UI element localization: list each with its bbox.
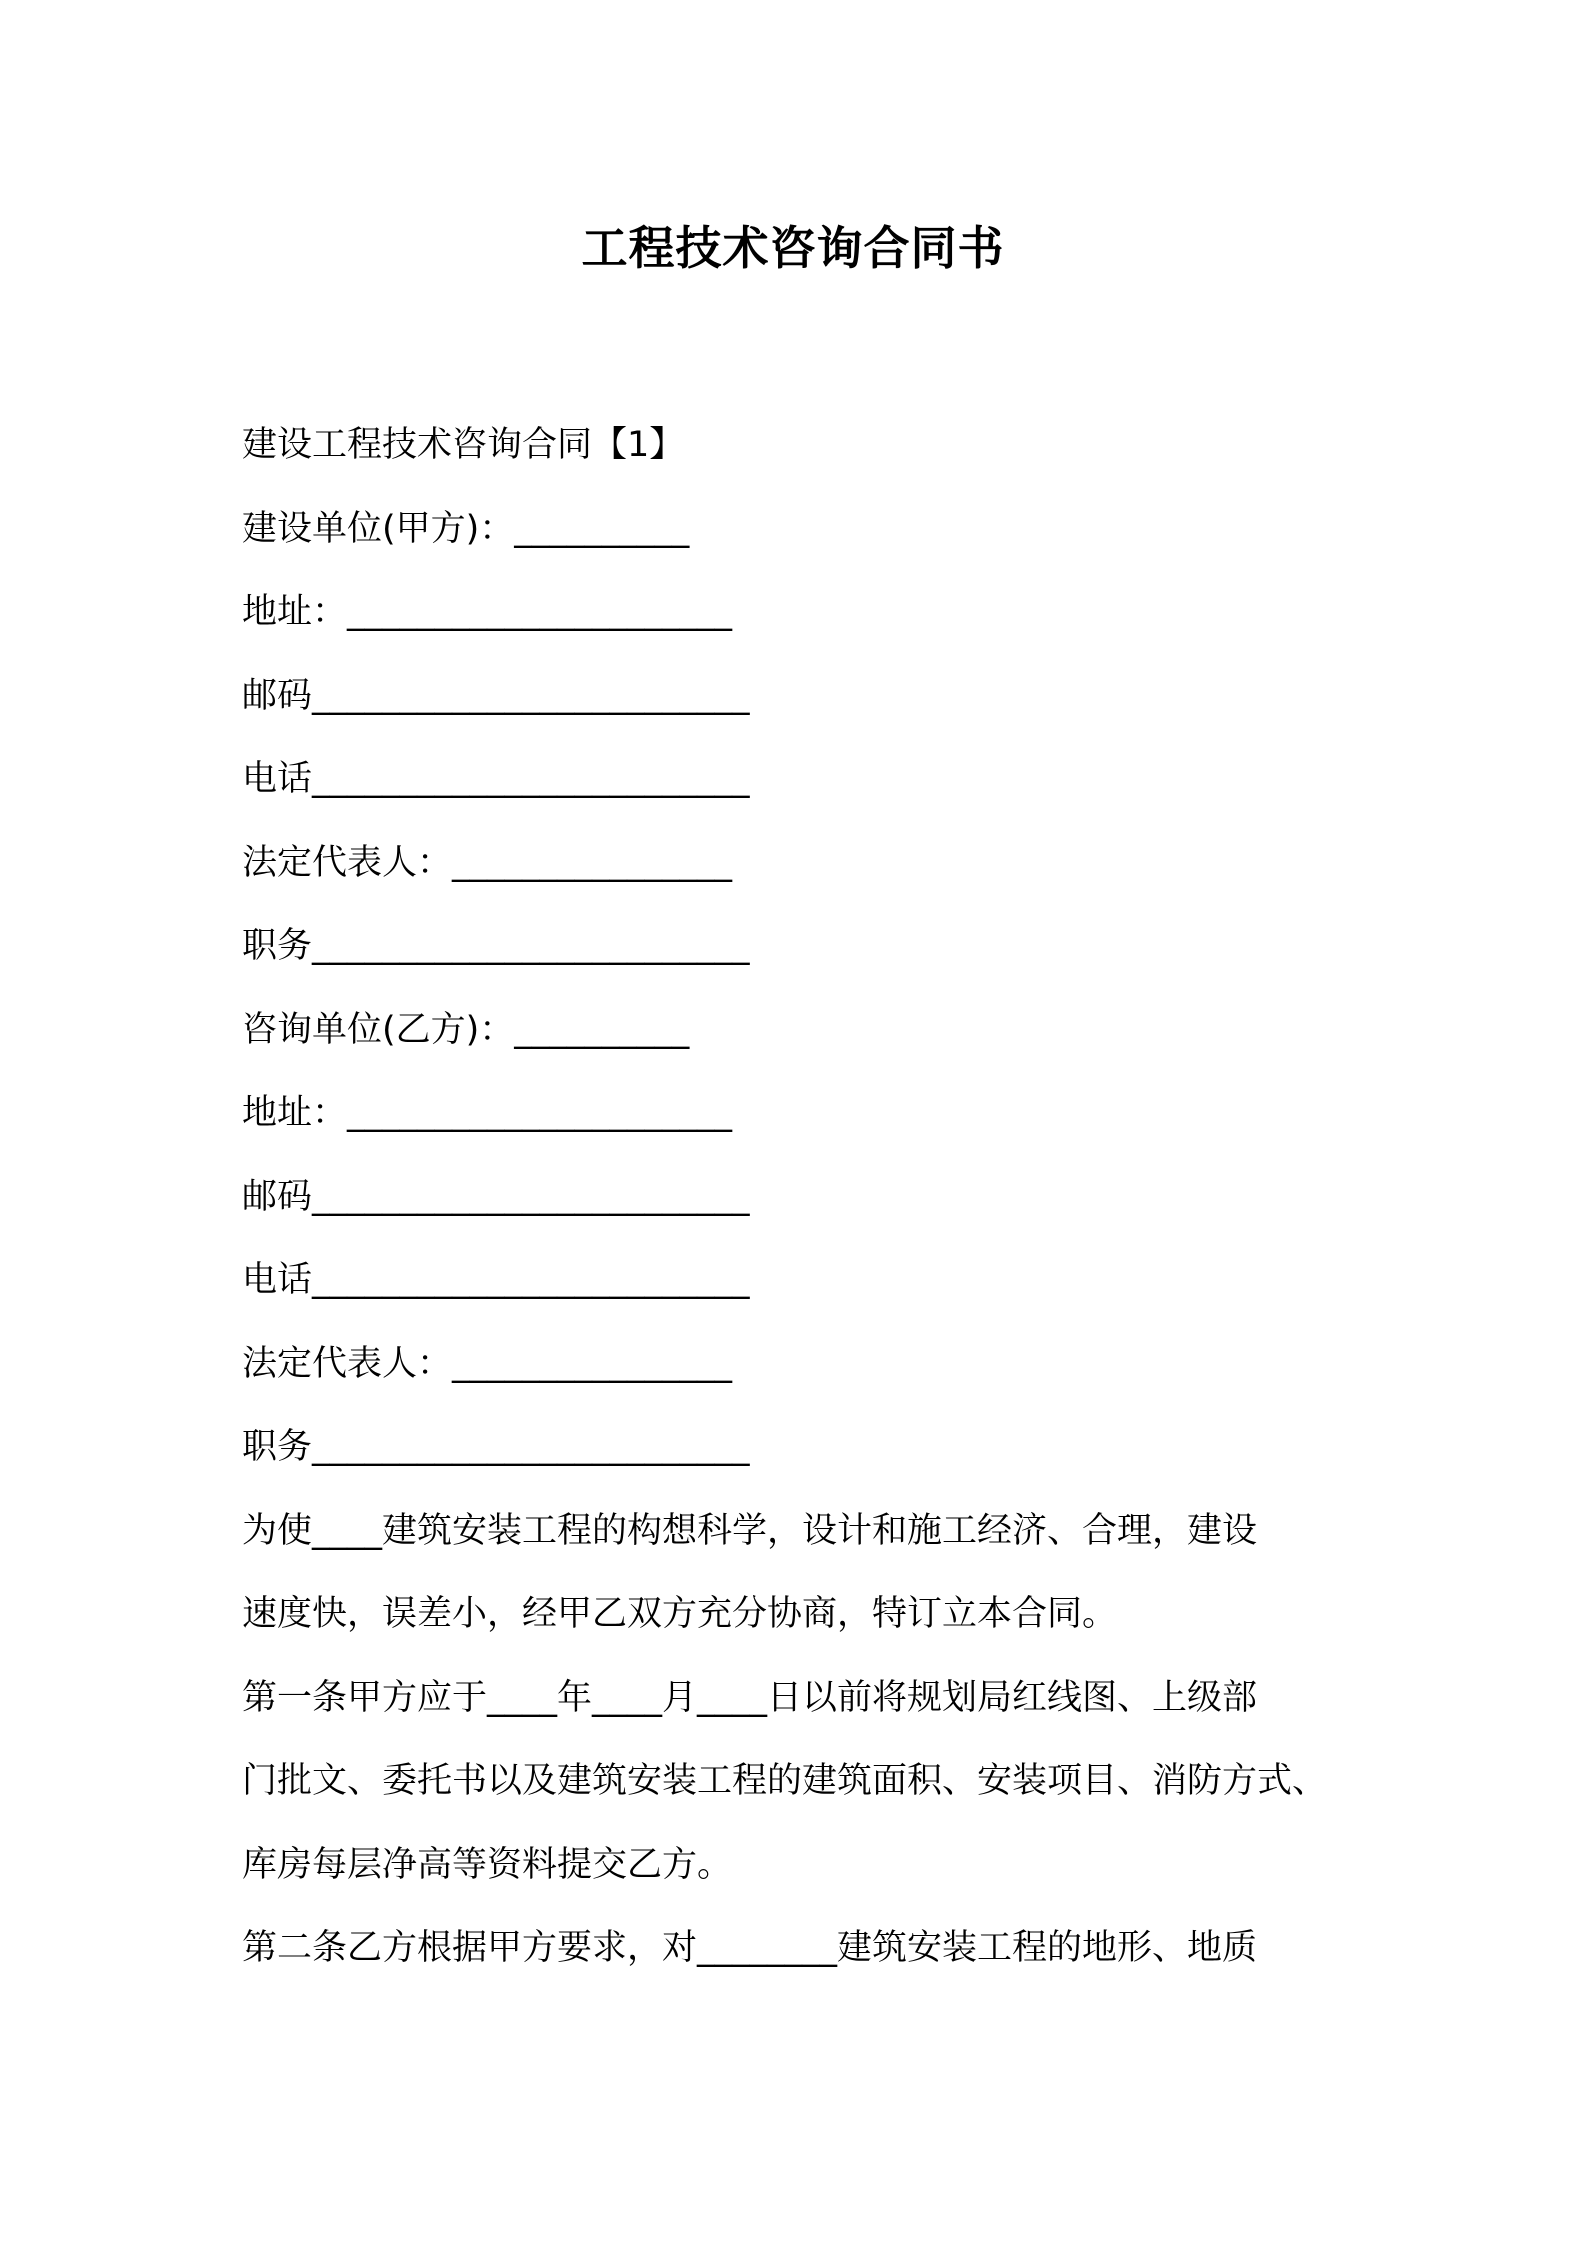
party-b-phone-line: 电话_________________________ xyxy=(242,1260,750,1300)
party-b-position-line: 职务_________________________ xyxy=(242,1427,750,1467)
party-a-legal-rep-line: 法定代表人：________________ xyxy=(242,842,733,883)
party-b-name-line: 咨询单位(乙方)：__________ xyxy=(242,1009,690,1050)
preamble-line-2: 速度快，误差小，经甲乙双方充分协商，特订立本合同。 xyxy=(242,1594,1118,1634)
party-b-address-line: 地址：______________________ xyxy=(242,1093,733,1133)
article-1-line-1: 第一条甲方应于____年____月____日以前将规划局红线图、上级部 xyxy=(242,1677,1258,1718)
party-a-postcode-line: 邮码_________________________ xyxy=(242,675,750,716)
party-b-postcode-line: 邮码_________________________ xyxy=(242,1176,750,1217)
document-title: 工程技术咨询合同书 xyxy=(581,221,1005,275)
party-b-legal-rep-line: 法定代表人：________________ xyxy=(242,1343,733,1384)
preamble-line-1: 为使____建筑安装工程的构想科学，设计和施工经济、合理，建设 xyxy=(242,1510,1258,1551)
party-a-phone-line: 电话_________________________ xyxy=(242,759,750,799)
document-body xyxy=(242,404,1362,1991)
article-2-line-1: 第二条乙方根据甲方要求，对________建筑安装工程的地形、地质 xyxy=(242,1928,1258,1968)
section-heading: 建设工程技术咨询合同【1】 xyxy=(242,425,685,465)
article-1-line-2: 门批文、委托书以及建筑安装工程的建筑面积、安装项目、消防方式、 xyxy=(242,1761,1328,1801)
article-1-line-3: 库房每层净高等资料提交乙方。 xyxy=(242,1844,733,1885)
party-a-name-line: 建设单位(甲方)：__________ xyxy=(242,508,690,549)
party-a-address-line: 地址：______________________ xyxy=(242,592,733,632)
party-a-position-line: 职务_________________________ xyxy=(242,926,750,966)
